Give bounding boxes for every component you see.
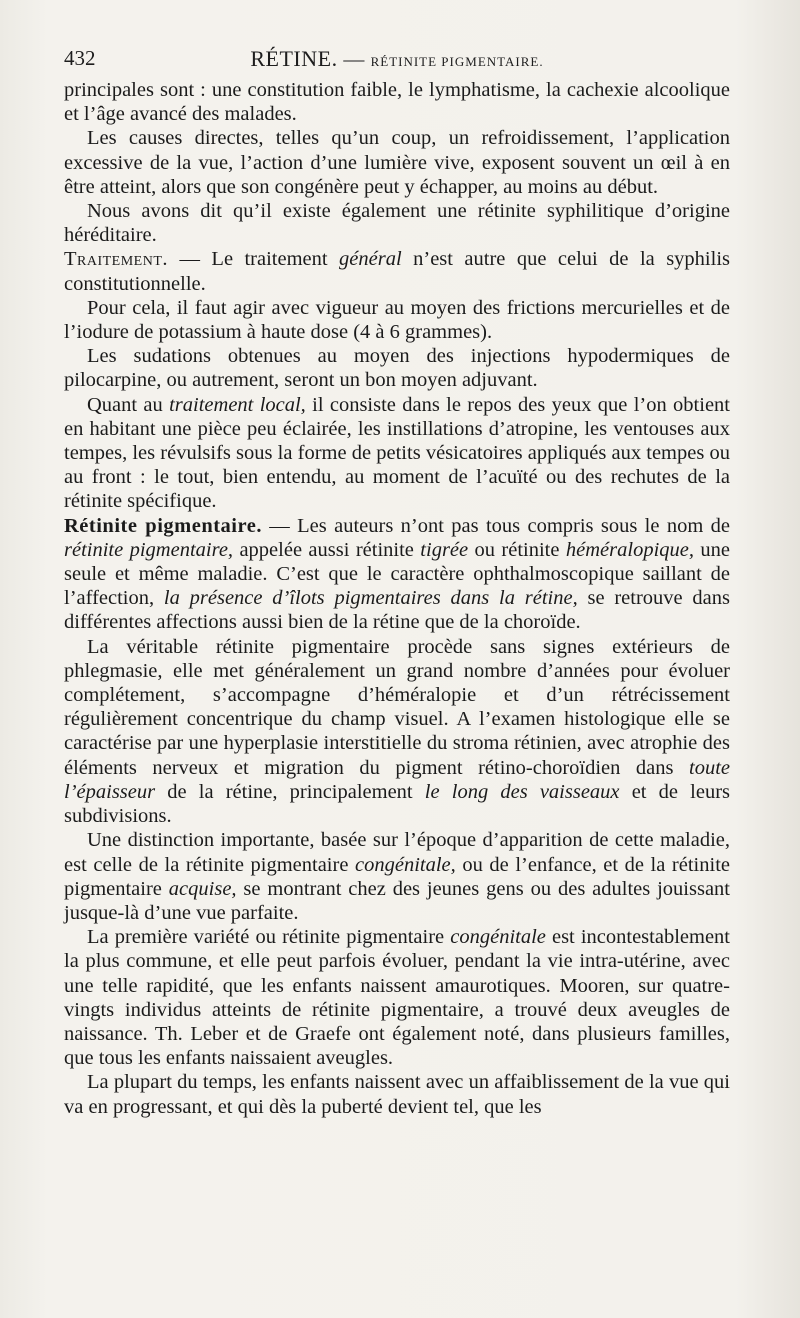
- paragraph-12: [64, 1070, 730, 1118]
- paragraph-text: La plupart du temps, les enfants naissent avec un affaiblissement de la vue qui va en progressant, et qui dès la puberté devient tel, que les: [64, 1071, 730, 1118]
- italic-text: acquise,: [168, 877, 237, 900]
- paragraph-text: se montrant chez des jeunes gens ou des adultes jouissant jusque-là d’une vue parfaite.: [64, 877, 731, 924]
- paragraph-text: principales sont : une constitution faible, le lymphatisme, la cachexie alcoolique et l’âge avancé des malades.: [64, 79, 730, 126]
- paragraph-text: La véritable rétinite pigmentaire procède sans signes extérieurs de phlegmasie, elle met généralement un grand nombre d’années pour évoluer complétement, s’accompagne d’héméralopie et d’un rétrécissement régulièrement concentrique du champ visuel. A l’examen histologique elle se caractérise par une hyperplasie interstitielle du stroma rétinien, avec atrophie des éléments nerveux et migration du pigment rétino-choroïdien dans: [64, 635, 730, 779]
- italic-text: général: [339, 248, 402, 271]
- running-title: [64, 46, 730, 72]
- paragraph-5: [64, 296, 730, 344]
- title-dash: —: [343, 47, 365, 71]
- paragraph-text: Les causes directes, telles qu’un coup, un refroidissement, l’application excessive de la vue, l’action d’une lumière vive, exposent souvent un œil à en être atteint, alors que son congénère peut y échapper, au moins au début.: [64, 127, 730, 198]
- paragraph-7: [64, 393, 730, 514]
- paragraph-text: appelée aussi rétinite: [233, 538, 421, 561]
- paragraph-text: et de leurs subdivisions.: [64, 780, 731, 828]
- italic-text: traitement local,: [169, 393, 306, 416]
- paragraph-text: ou de l’enfance, et de la rétinite pigmentaire: [64, 853, 730, 900]
- paragraph-3: [64, 199, 730, 247]
- section-title: RÉTINITE PIGMENTAIRE.: [370, 54, 544, 69]
- paragraph-text: ou rétinite: [468, 538, 566, 561]
- italic-text: la présence d’îlots pigmentaires dans la rétine,: [163, 587, 578, 610]
- italic-text: tigrée: [420, 538, 469, 561]
- paragraph-text: — Les auteurs n’ont pas tous compris sous le nom de: [261, 514, 730, 537]
- paragraph-text: de la rétine, principalement: [155, 780, 425, 803]
- paragraph-10: [64, 828, 730, 925]
- italic-text: toute l’épaisseur: [64, 756, 730, 803]
- paragraph-9: [64, 635, 730, 829]
- paragraph-11: [64, 925, 730, 1070]
- paragraph-6: [64, 344, 730, 392]
- paragraph-2: [64, 126, 730, 199]
- paragraph-text: se retrouve dans différentes affections aussi bien de la rétine que de la choroïde.: [64, 587, 731, 634]
- paragraph-text: Une distinction importante, basée sur l’époque d’apparition de cette maladie, est celle de la rétinite pigmentaire: [64, 829, 730, 876]
- paragraph-text: La première variété ou rétinite pigmentaire: [87, 926, 451, 949]
- section-lead-retinite: Rétinite pigmentaire.: [64, 514, 262, 537]
- paragraph-text: Les sudations obtenues au moyen des injections hypodermiques de pilocarpine, ou autrement, seront un bon moyen adjuvant.: [64, 345, 730, 392]
- paragraph-text: est incontestablement la plus commune, et elle peut parfois évoluer, pendant la vie intra-utérine, avec une telle rapidité, que les enfants naissent amaurotiques. Mooren, sur quatre-vingts individus atteints de rétinite pigmentaire, a trouvé deux aveugles de naissance. Th. Leber et de Graefe ont également noté, dans plusieurs familles, que tous les enfants naissaient aveugles.: [64, 926, 730, 1070]
- paragraph-text: Nous avons dit qu’il existe également une rétinite syphilitique d’origine héréditaire.: [64, 200, 730, 247]
- paragraph-traitement: [64, 247, 730, 295]
- page-body: [64, 78, 730, 1119]
- paragraph-retinite-pigmentaire: [64, 514, 730, 635]
- italic-text: rétinite pigmentaire,: [64, 538, 234, 561]
- italic-text: congénitale: [450, 926, 546, 949]
- paragraph-text: une seule et même maladie. C’est que le caractère ophthalmoscopique saillant de l’affection,: [64, 538, 730, 610]
- paragraph-text: Quant au: [87, 393, 170, 416]
- italic-text: héméralopique,: [565, 538, 694, 561]
- paragraph-1: [64, 78, 730, 126]
- running-header: [64, 42, 730, 76]
- page-number: 432: [64, 46, 96, 70]
- italic-text: le long des vaisseaux: [424, 780, 620, 803]
- chapter-title: RÉTINE.: [250, 46, 338, 71]
- paragraph-text: il consiste dans le repos des yeux que l’on obtient en habitant une pièce peu éclairée, les instillations d’atropine, les ventouses aux tempes, les révulsifs sous la forme de petits vésicatoires appliqués aux tempes ou au front : le tout, bien entendu, au moment de l’acuïté ou des rechutes de la rétinite spécifique.: [64, 393, 730, 513]
- paragraph-text: n’est autre que celui de la syphilis constitutionnelle.: [64, 248, 730, 295]
- paragraph-text: Pour cela, il faut agir avec vigueur au moyen des frictions mercurielles et de l’iodure de potassium à haute dose (4 à 6 grammes).: [64, 296, 730, 344]
- italic-text: congénitale,: [355, 853, 456, 876]
- paragraph-text: — Le traitement: [168, 248, 340, 271]
- section-lead-traitement: Traitement.: [64, 248, 169, 271]
